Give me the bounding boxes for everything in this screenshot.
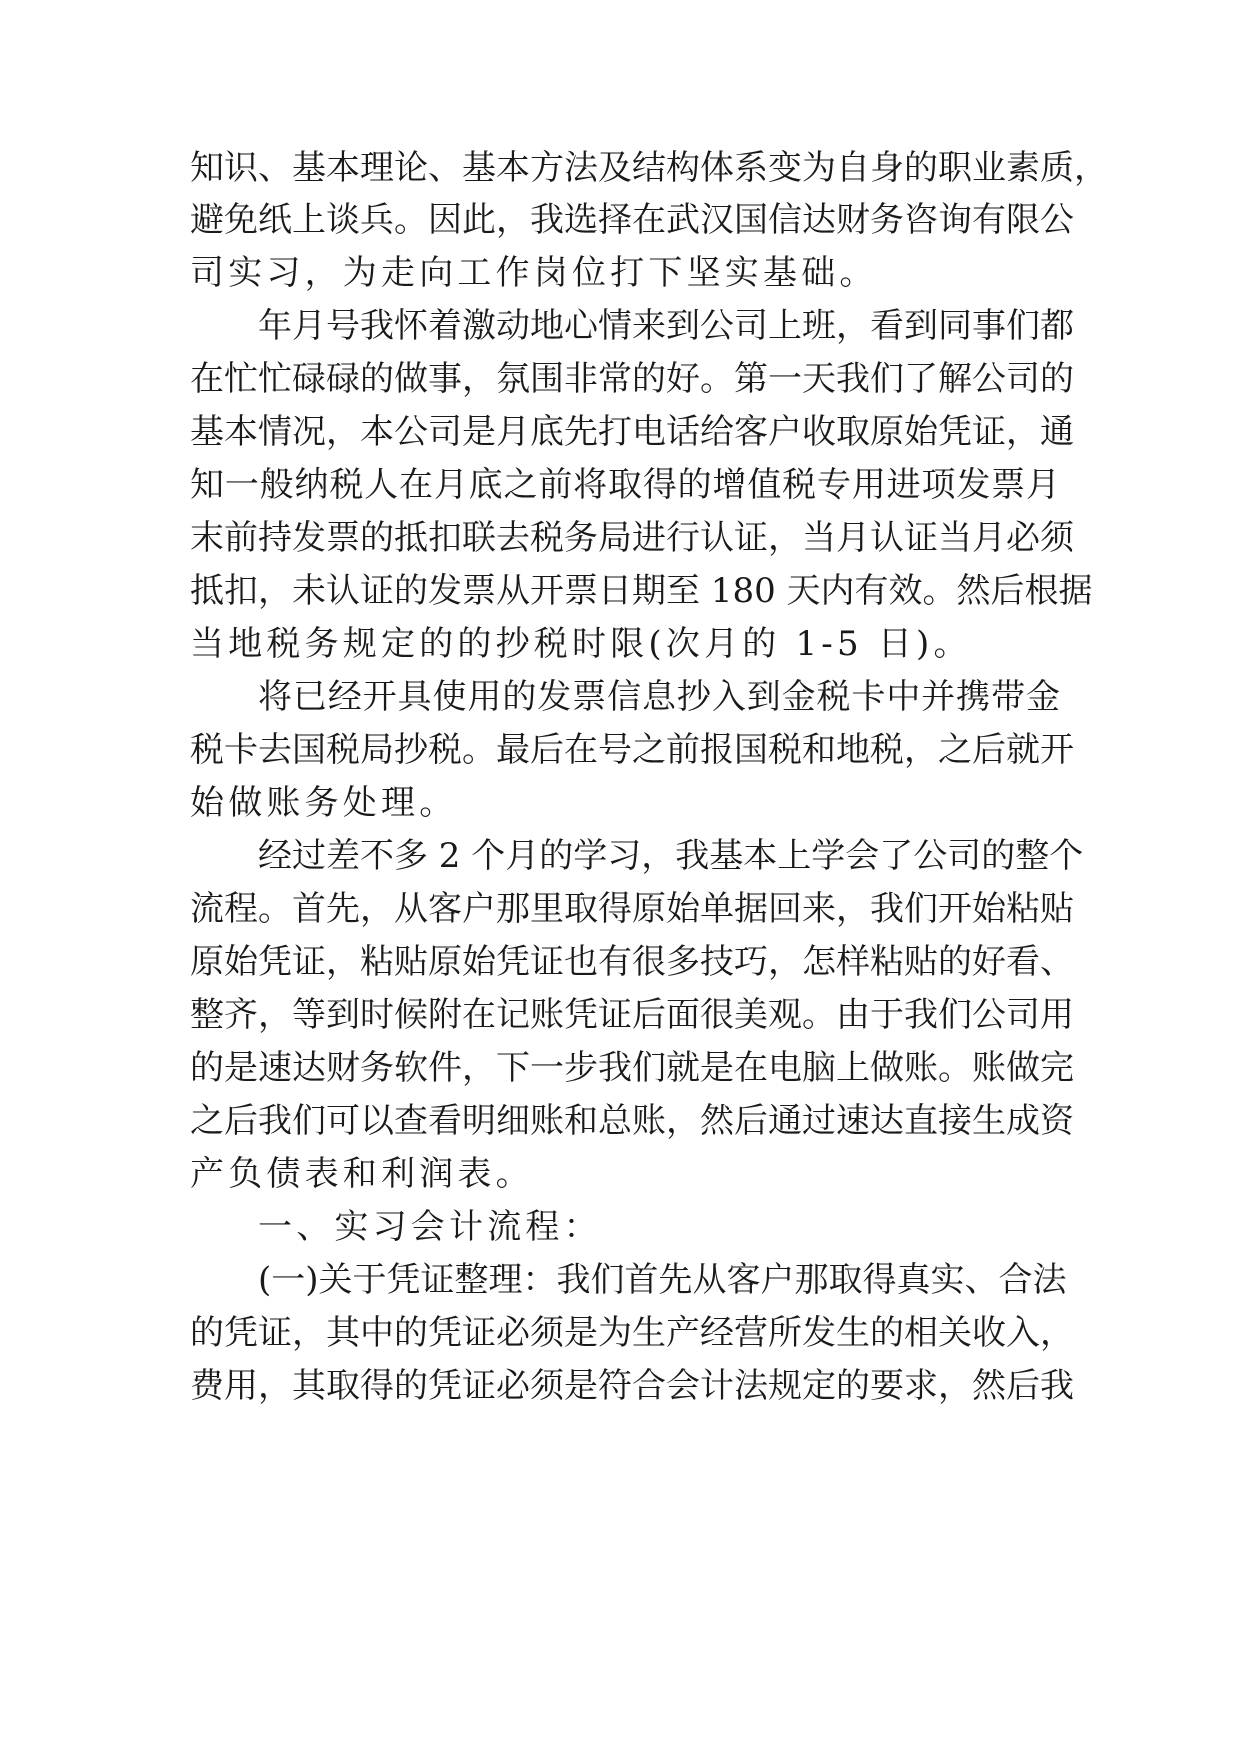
text-line: 原始凭证，粘贴原始凭证也有很多技巧，怎样粘贴的好看、 [190, 942, 1074, 982]
text-line: 当地税务规定的的抄税时限(次月的 1-5 日)。 [190, 624, 972, 664]
text-line: 抵扣，未认证的发票从开票日期至 180 天内有效。然后根据 [190, 571, 1093, 611]
text-line: 末前持发票的抵扣联去税务局进行认证，当月认证当月必须 [190, 518, 1074, 558]
text-line: 始做账务处理。 [190, 783, 458, 823]
text-line: 在忙忙碌碌的做事，氛围非常的好。第一天我们了解公司的 [190, 359, 1074, 399]
text-line: 税卡去国税局抄税。最后在号之前报国税和地税，之后就开 [190, 730, 1074, 770]
text-line: 费用，其取得的凭证必须是符合会计法规定的要求，然后我 [190, 1366, 1074, 1406]
text-line: 知一般纳税人在月底之前将取得的增值税专用进项发票月 [190, 465, 1060, 505]
paragraph-first-line: 年月号我怀着激动地心情来到公司上班，看到同事们都 [258, 306, 1074, 346]
text-line: 整齐，等到时候附在记账凭证后面很美观。由于我们公司用 [190, 995, 1074, 1035]
text-line: 之后我们可以查看明细账和总账，然后通过速达直接生成资 [190, 1101, 1074, 1141]
text-line: 基本情况，本公司是月底先打电话给客户收取原始凭证，通 [190, 412, 1074, 452]
text-line: 流程。首先，从客户那里取得原始单据回来，我们开始粘贴 [190, 889, 1074, 929]
text-line: 产负债表和利润表。 [190, 1154, 534, 1194]
paragraph-first-line: 经过差不多 2 个月的学习，我基本上学会了公司的整个 [258, 836, 1084, 876]
paragraph-first-line: 将已经开具使用的发票信息抄入到金税卡中并携带金 [258, 677, 1060, 717]
text-line: 避免纸上谈兵。因此，我选择在武汉国信达财务咨询有限公 [190, 200, 1074, 240]
paragraph-first-line: (一)关于凭证整理：我们首先从客户那取得真实、合法 [258, 1260, 1067, 1300]
section-heading: 一、实习会计流程： [258, 1207, 602, 1247]
text-line: 的凭证，其中的凭证必须是为生产经营所发生的相关收入， [190, 1313, 1074, 1353]
text-line: 的是速达财务软件，下一步我们就是在电脑上做账。账做完 [190, 1048, 1074, 1088]
text-line: 知识、基本理论、基本方法及结构体系变为自身的职业素质， [190, 148, 1108, 188]
text-line: 司实习，为走向工作岗位打下坚实基础。 [190, 253, 878, 293]
